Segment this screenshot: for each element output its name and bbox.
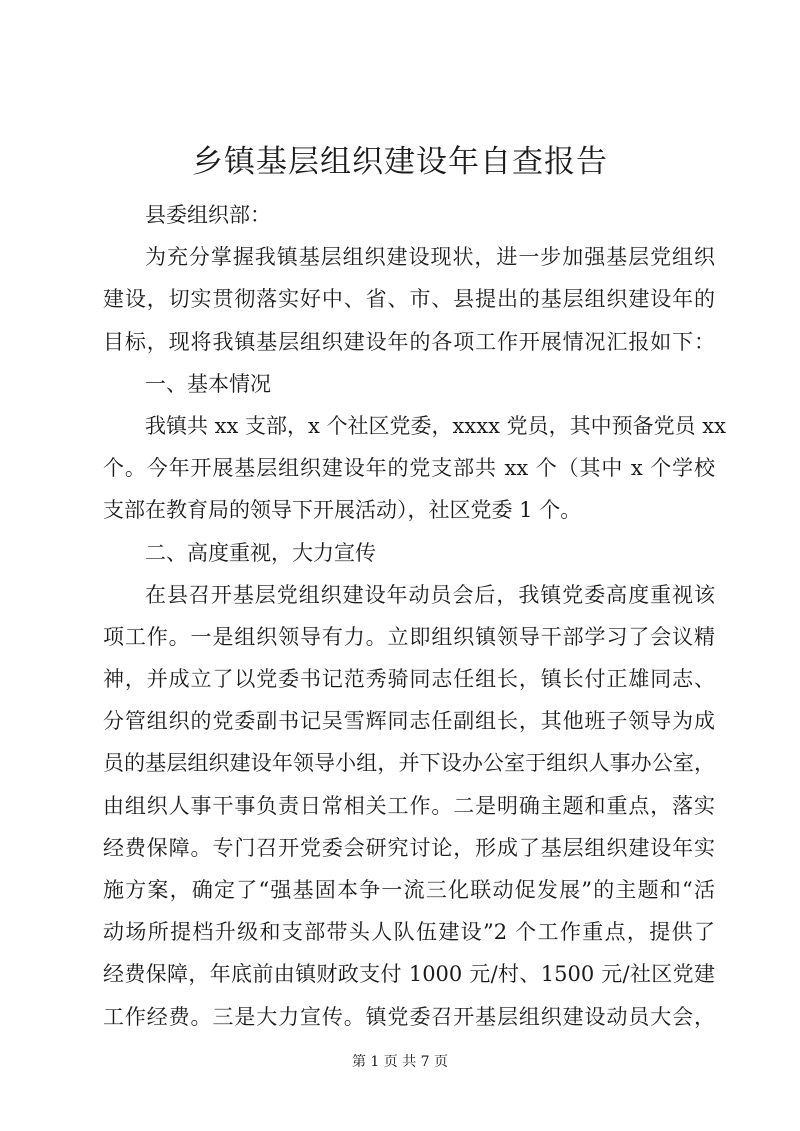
text-line: 员的基层组织建设年领导小组，并下设办公室于组织人事办公室， [103,751,715,776]
text-line: 支部在教育局的领导下开展活动），社区党委 1 个。 [103,498,582,523]
text-line: 动场所提档升级和支部带头人队伍建设”2 个工作重点，提供了 [103,920,715,945]
text-line: 施方案，确定了“强基固本争一流三化联动促发展”的主题和“活 [103,878,715,902]
document-body [103,194,726,1038]
text-line: 由组织人事干事负责日常相关工作。二是明确主题和重点，落实 [103,793,715,818]
text-line: 我镇共 xx 支部，x 个社区党委，xxxx 党员，其中预备党员 xx [145,413,726,438]
text-line: 在县召开基层党组织建设年动员会后，我镇党委高度重视该 [145,582,715,607]
text-line: 建设，切实贯彻落实好中、省、市、县提出的基层组织建设年的 [103,287,715,312]
text-line: 为充分掌握我镇基层组织建设现状，进一步加强基层党组织 [145,245,715,270]
text-line: 分管组织的党委副书记吴雪辉同志任副组长，其他班子领导为成 [103,709,715,734]
document-title: 乡镇基层组织建设年自查报告 [192,144,608,180]
text-line: 目标，现将我镇基层组织建设年的各项工作开展情况汇报如下： [103,329,715,354]
text-line: 经费保障。专门召开党委会研究讨论，形成了基层组织建设年实 [103,835,715,860]
section-heading: 二、高度重视，大力宣传 [145,540,376,565]
text-line: 神，并成立了以党委书记范秀骑同志任组长，镇长付正雄同志、 [103,667,715,692]
text-line: 个。今年开展基层组织建设年的党支部共 xx 个（其中 x 个学校 [103,456,715,481]
salutation: 县委组织部： [145,203,271,227]
text-line: 项工作。一是组织领导有力。立即组织镇领导干部学习了会议精 [103,624,715,649]
text-line: 经费保障，年底前由镇财政支付 1000 元/村、1500 元/社区党建 [103,962,715,987]
section-heading: 一、基本情况 [145,371,271,396]
page-number: 第 1 页 共 7 页 [351,1054,449,1070]
text-line: 工作经费。三是大力宣传。镇党委召开基层组织建设动员大会， [103,1004,715,1029]
